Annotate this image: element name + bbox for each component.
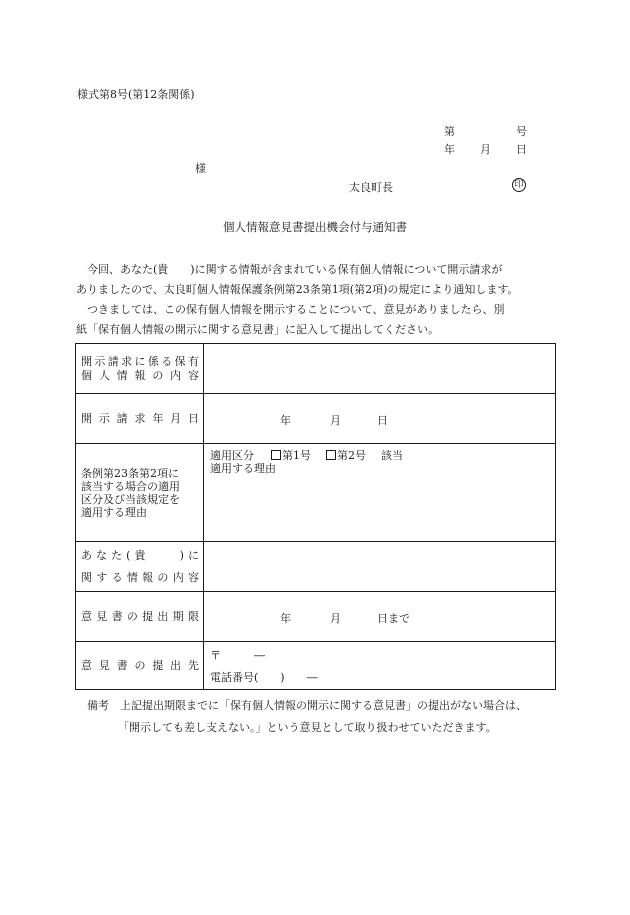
row-label: 意見書の提出期限 (76, 592, 204, 642)
table-row (76, 642, 556, 690)
issuer: 太良町長 (349, 181, 393, 194)
number-suffix: 号 (516, 125, 527, 138)
row-label: 意見書の提出先 (76, 642, 204, 690)
submission-address-field[interactable] (204, 642, 556, 690)
row-label: 開示請求に係る保有 個人情報の内容 (76, 344, 204, 394)
notice-body (76, 260, 556, 340)
phone-number: 電話番号( ) ― (210, 670, 318, 684)
row-label: 条例第23条第2項に該当する場合の適用区分及び当該規定を適用する理由 (76, 444, 204, 542)
table-row (76, 542, 556, 592)
category-field (204, 444, 556, 542)
request-date-field[interactable] (204, 394, 556, 444)
month-label: 月 (330, 611, 341, 625)
number-prefix: 第 (444, 125, 455, 138)
date-month: 月 (480, 143, 491, 156)
remarks-line: 「開示しても差し支えない。」という意見として取り扱わせていただきます。 (118, 721, 497, 734)
form-reference: 様式第8号(第12条関係) (77, 88, 195, 101)
applicable-label: 該当 (381, 449, 403, 462)
day-label: 日まで (377, 611, 410, 625)
reason-label: 適用する理由 (210, 462, 276, 475)
table-row (76, 344, 556, 394)
checkbox-option2[interactable] (326, 450, 336, 460)
body-line: 紙「保有個人情報の開示に関する意見書」に記入して提出してください。 (76, 323, 439, 336)
row-label: あなた(貴 )に 関する情報の内容 (76, 542, 204, 592)
option1-label: 第1号 (282, 449, 311, 462)
document-title: 個人情報意見書提出機会付与通知書 (223, 220, 407, 234)
body-line: つきましては、この保有個人情報を開示することについて、意見がありましたら、別 (87, 303, 505, 316)
row-label: 開示請求年月日 (76, 394, 204, 444)
date-day: 日 (516, 143, 527, 156)
month-label: 月 (330, 413, 341, 427)
info-table (75, 343, 556, 690)
seal-icon: 印 (512, 178, 526, 192)
deadline-field[interactable] (204, 592, 556, 642)
content-field[interactable] (204, 344, 556, 394)
addressee: 様 (195, 162, 206, 175)
remarks (87, 695, 527, 739)
table-row (76, 592, 556, 642)
date-year: 年 (444, 143, 455, 156)
day-label: 日 (377, 413, 388, 427)
content-field[interactable] (204, 542, 556, 592)
table-row (76, 394, 556, 444)
option2-label: 第2号 (337, 449, 366, 462)
postal-code: 〒 ― (210, 648, 265, 662)
table-row (76, 444, 556, 542)
category-label: 適用区分 (210, 449, 254, 462)
checkbox-option1[interactable] (271, 450, 281, 460)
body-line: 今回、あなた(貴 )に関する情報が含まれている保有個人情報について開示請求が (87, 263, 503, 276)
year-label: 年 (280, 413, 291, 427)
year-label: 年 (280, 611, 291, 625)
body-line: ありましたので、太良町個人情報保護条例第23条第1項(第2項)の規定により通知します。 (76, 283, 519, 296)
remarks-line: 備考 上記提出期限までに「保有個人情報の開示に関する意見書」の提出がない場合は、 (87, 699, 527, 712)
